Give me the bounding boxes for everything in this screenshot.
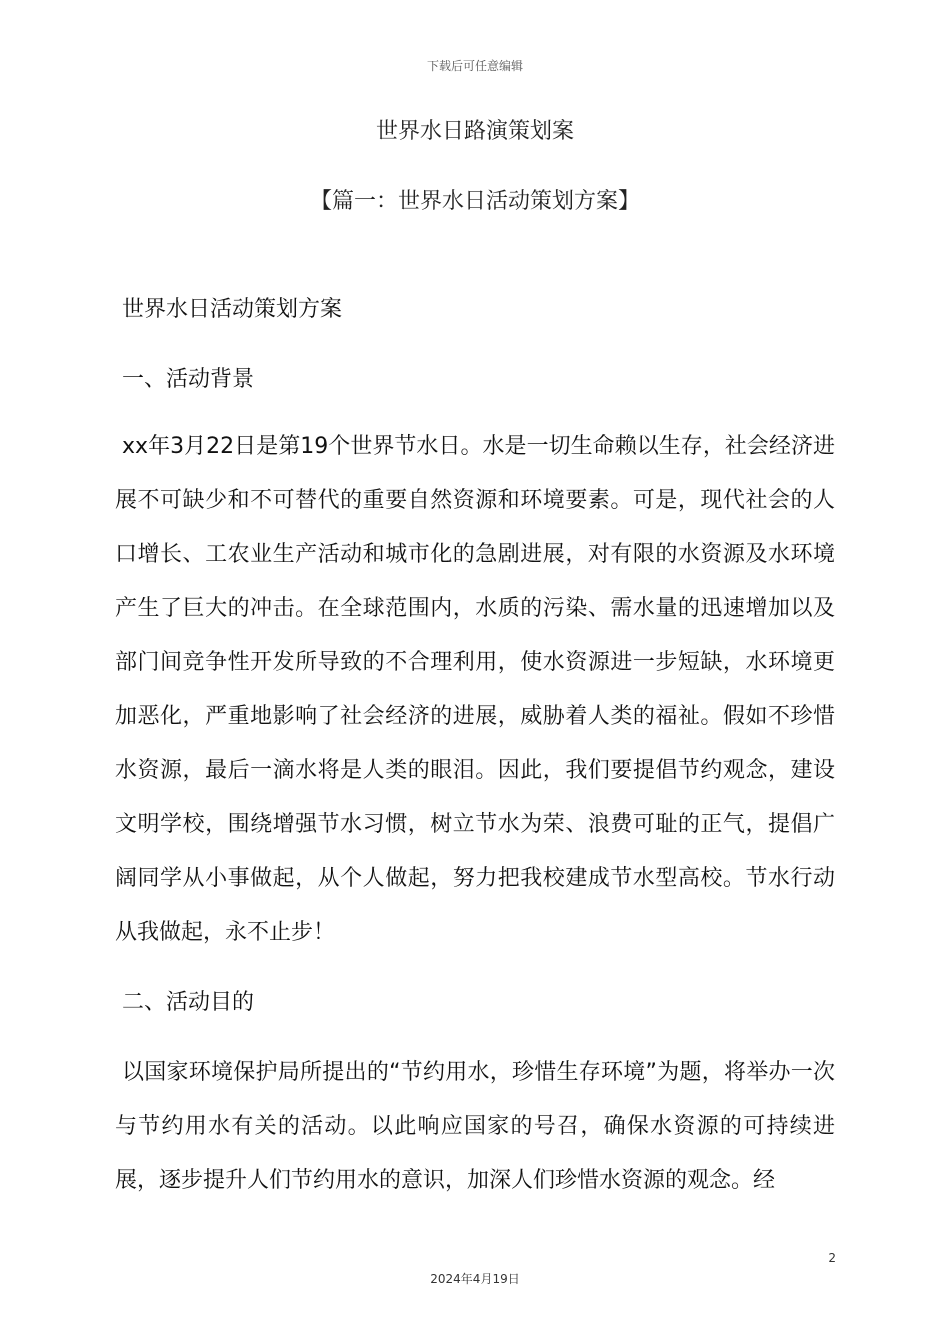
section-2-heading: 二、活动目的 bbox=[122, 990, 255, 1015]
section-title: 世界水日活动策划方案 bbox=[122, 297, 343, 322]
page-number: 2 bbox=[828, 1251, 836, 1265]
document-subtitle: 【篇一：世界水日活动策划方案】 bbox=[309, 189, 640, 214]
section-2-paragraph: 以国家环境保护局所提出的“节约用水，珍惜生存环境”为题，将举办一次与节约用水有关的活动。以此响应国家的号召，确保水资源的可持续进展，逐步提升人们节约用水的意识，加深人们珍惜水资源的观念。经 bbox=[115, 1060, 835, 1193]
section-1-paragraph: xx年3月22日是第19个世界节水日。水是一切生命赖以生存，社会经济进展不可缺少和不可替代的重要自然资源和环境要素。可是，现代社会的人口增长、工农业生产活动和城市化的急剧进展，对有限的水资源及水环境产生了巨大的冲击。在全球范围内，水质的污染、需水量的迅速增加以及部门间竞争性开发所导致的不合理利用，使水资源进一步短缺，水环境更加恶化，严重地影响了社会经济的进展，威胁着人类的福祉。假如不珍惜水资源，最后一滴水将是人类的眼泪。因此，我们要提倡节约观念，建设文明学校，围绕增强节水习惯，树立节水为荣、浪费可耻的正气，提倡广阔同学从小事做起，从个人做起，努力把我校建成节水型高校。节水行动从我做起，永不止步！ bbox=[115, 434, 835, 945]
section-1-heading: 一、活动背景 bbox=[122, 367, 255, 392]
footer-date: 2024年4月19日 bbox=[430, 1272, 520, 1286]
header-note: 下载后可任意编辑 bbox=[426, 59, 523, 73]
document-title: 世界水日路演策划案 bbox=[375, 119, 574, 144]
